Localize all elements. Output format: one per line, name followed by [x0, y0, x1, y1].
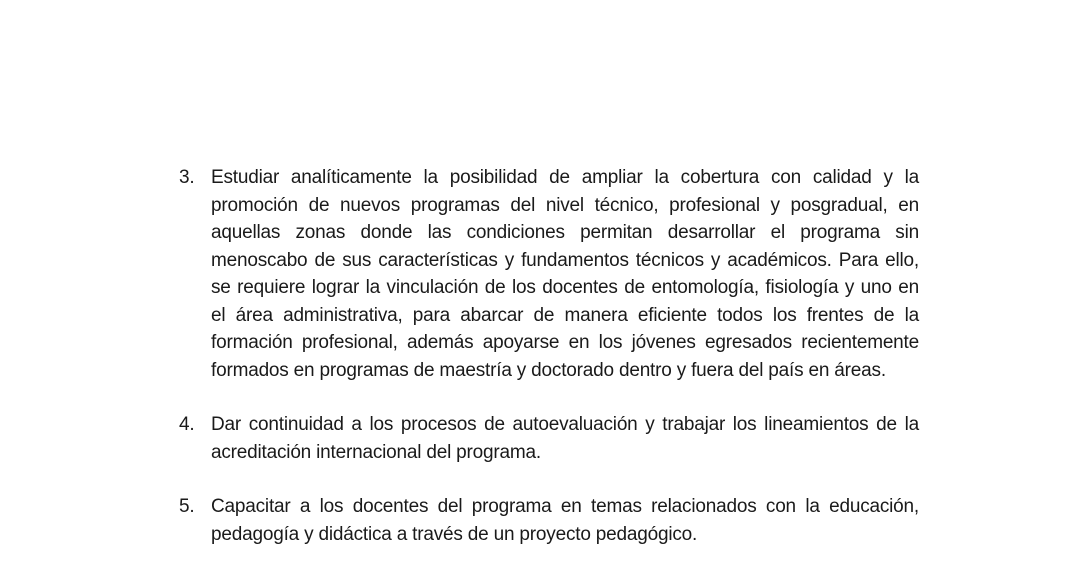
list-number: 5.: [179, 496, 195, 517]
list-number: 4.: [179, 414, 195, 435]
numbered-list: [179, 164, 919, 548]
list-number: 3.: [179, 167, 195, 188]
list-item-text: Dar continuidad a los procesos de autoevaluación y trabajar los lineamientos de la acreditación internacional del programa.: [211, 414, 919, 463]
list-item-text: Capacitar a los docentes del programa en temas relacionados con la educación, pedagogía y didáctica a través de un proyecto pedagógico.: [211, 496, 919, 545]
list-item-4: [179, 411, 919, 466]
list-item-text: Estudiar analíticamente la posibilidad de ampliar la cobertura con calidad y la promoción de nuevos programas del nivel técnico, profesional y posgradual, en aquellas zonas donde las condiciones permitan desarrollar el programa sin menoscabo de sus características y fundamentos técnicos y académicos. Para ello, se requiere lograr la vinculación de los docentes de entomología, fisiología y uno en el área administrativa, para abarcar de manera eficiente todos los frentes de la formación profesional, además apoyarse en los jóvenes egresados recientemente formados en programas de maestría y doctorado dentro y fuera del país en áreas.: [211, 167, 919, 381]
list-item-3: [179, 164, 919, 384]
list-item-5: [179, 493, 919, 548]
